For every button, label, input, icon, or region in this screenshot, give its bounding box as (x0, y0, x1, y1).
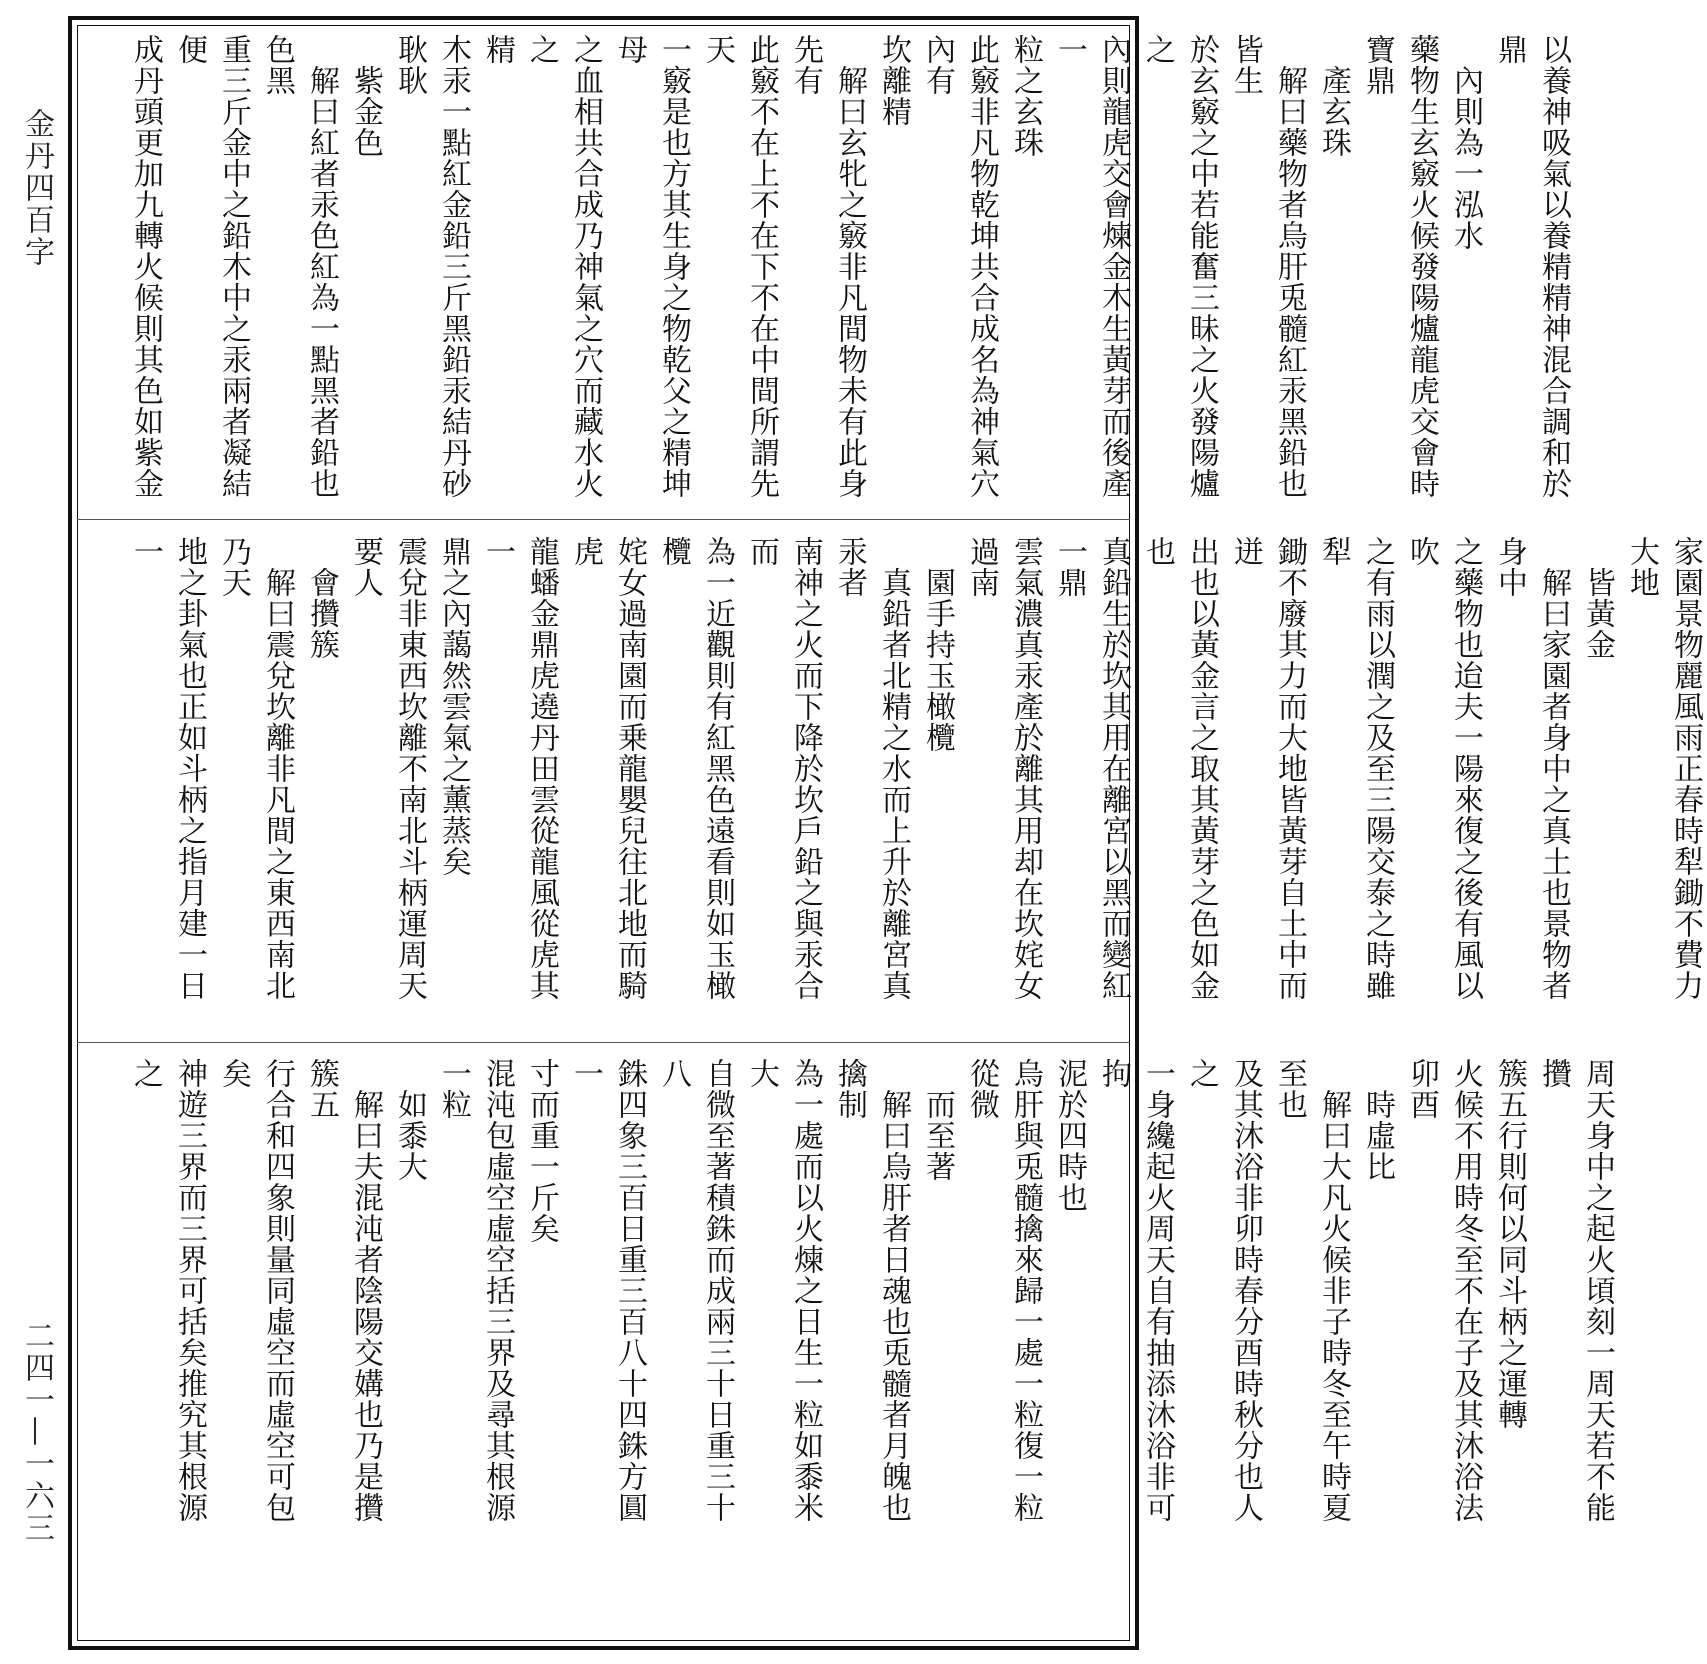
text-column: 一竅是也方其生身之物乾父之精坤母 (612, 34, 691, 499)
text-block-2 (123, 536, 1703, 1016)
text-column: 會攢簇 (304, 536, 339, 660)
text-column: 產玄珠 (1316, 34, 1351, 158)
text-column: 此竅不在上不在下不在中間所謂先天 (700, 34, 779, 499)
text-column: 為一處而以火煉之日生一粒如黍米大 (744, 1058, 823, 1523)
text-column: 解曰玄牝之竅非凡間物未有此身先有 (788, 34, 867, 499)
text-column: 姹女過南園而乗龍嬰兒往北地而騎虎 (568, 536, 647, 1001)
text-column: 藥物生玄竅火候發陽爐龍虎交會時寶鼎 (1360, 34, 1439, 499)
page-number: 二四一—一六三 (19, 1320, 54, 1544)
text-column: 成丹頭更加九轉火候則其色如紫金 (128, 34, 163, 499)
text-column: 火候不用時冬至不在子及其沐浴法卯酉 (1404, 1058, 1483, 1523)
text-column: 龍蟠金鼎虎遶丹田雲從龍風從虎其一 (480, 536, 559, 1001)
text-column: 之血相共合成乃神氣之穴而藏水火之 (524, 34, 603, 499)
text-column: 簇五行則何以同斗柄之運轉 (1492, 1058, 1527, 1430)
text-column: 解曰紅者汞色紅為一點黑者鉛也色黑 (260, 34, 339, 499)
text-column: 震兌非東西坎離不南北斗柄運周天要人 (348, 536, 427, 1001)
section-divider (77, 519, 1130, 520)
text-columns (123, 1058, 1619, 1538)
text-column: 及其沐浴非卯時春分酉時秋分也人之 (1184, 1058, 1263, 1523)
text-column: 銖四象三百日重三百八十四銖方圓一 (568, 1058, 647, 1523)
text-column: 而至著 (920, 1058, 955, 1182)
text-column: 紫金色 (348, 34, 383, 158)
text-column: 家園景物麗風雨正春時犁鋤不費力大地 (1624, 536, 1703, 1001)
text-column: 神遊三界而三界可括矣推究其根源之 (128, 1058, 207, 1523)
text-column: 園手持玉橄欖 (920, 536, 955, 753)
text-column: 解曰震兌坎離非凡間之東西南北乃天 (216, 536, 295, 1001)
text-columns (123, 34, 1575, 514)
text-column: 解曰藥物者烏肝兎髓紅汞黑鉛也皆生 (1228, 34, 1307, 499)
text-column: 以養神吸氣以養精精神混合調和於鼎 (1492, 34, 1571, 499)
text-column: 鋤不廢其力而大地皆黃芽自土中而迸 (1228, 536, 1307, 1001)
text-column: 木汞一點紅金鉛三斤黑鉛汞結丹砂耿耿 (392, 34, 471, 499)
text-column: 內則龍虎交會煉金木生黃芽而後產一 (1052, 34, 1131, 499)
text-column: 內則為一泓水 (1448, 34, 1483, 251)
text-column: 混沌包虛空虛空括三界及尋其根源一粒 (436, 1058, 515, 1523)
text-column: 泥於四時也 (1052, 1058, 1087, 1213)
section-divider (77, 1042, 1130, 1043)
text-column: 解曰夫混沌者陰陽交媾也乃是攢簇五 (304, 1058, 383, 1523)
text-column: 自微至著積銖而成兩三十日重三十八 (656, 1058, 735, 1523)
text-column: 真鉛生於坎其用在離宮以黑而變紅一鼎 (1052, 536, 1131, 1001)
text-column: 出也以黃金言之取其黃芽之色如金也 (1140, 536, 1219, 1001)
text-column: 時虛比 (1360, 1058, 1395, 1182)
text-column: 坎離精 (876, 34, 911, 127)
text-column: 雲氣濃真汞產於離其用却在坎姹女過南 (964, 536, 1043, 1001)
text-column: 如黍大 (392, 1058, 427, 1182)
text-column: 精 (480, 34, 515, 65)
text-column: 真鉛者北精之水而上升於離宮真汞者 (832, 536, 911, 1001)
text-column: 周天身中之起火頃刻一周天若不能攢 (1536, 1058, 1615, 1523)
text-column: 地之卦氣也正如斗柄之指月建一日一 (128, 536, 207, 1001)
text-column: 之有雨以潤之及至三陽交泰之時雖犁 (1316, 536, 1395, 1001)
text-column: 皆黃金 (1580, 536, 1615, 660)
text-columns (123, 536, 1707, 1016)
text-column: 為一近觀則有紅黑色遠看則如玉橄欖 (656, 536, 735, 1001)
text-column: 一身纔起火周天自有抽添沐浴非可拘 (1096, 1058, 1175, 1523)
text-column: 烏肝與兎髓擒來歸一處一粒復一粒從微 (964, 1058, 1043, 1523)
text-column: 重三斤金中之鉛木中之汞兩者凝結便 (172, 34, 251, 499)
text-block-1 (123, 34, 1571, 514)
text-column: 於玄竅之中若能奮三昧之火發陽爐之 (1140, 34, 1219, 499)
text-column: 解曰大凡火候非子時冬至午時夏至也 (1272, 1058, 1351, 1523)
book-title: 金丹四百字 (19, 108, 54, 268)
text-column: 鼎之內藹然雲氣之薰蒸矣 (436, 536, 471, 877)
text-column: 之藥物也迨夫一陽來復之後有風以吹 (1404, 536, 1483, 1001)
text-column: 粒之玄珠 (1008, 34, 1043, 158)
text-column: 解曰烏肝者日魂也兎髓者月魄也擒制 (832, 1058, 911, 1523)
text-column: 行合和四象則量同虛空而虛空可包矣 (216, 1058, 295, 1523)
text-column: 寸而重一斤矣 (524, 1058, 559, 1244)
text-column: 南神之火而下降於坎戶鉛之與汞合而 (744, 536, 823, 1001)
text-column: 解曰家園者身中之真土也景物者身中 (1492, 536, 1571, 1001)
text-block-3 (123, 1058, 1615, 1538)
text-column: 此竅非凡物乾坤共合成名為神氣穴內有 (920, 34, 999, 499)
